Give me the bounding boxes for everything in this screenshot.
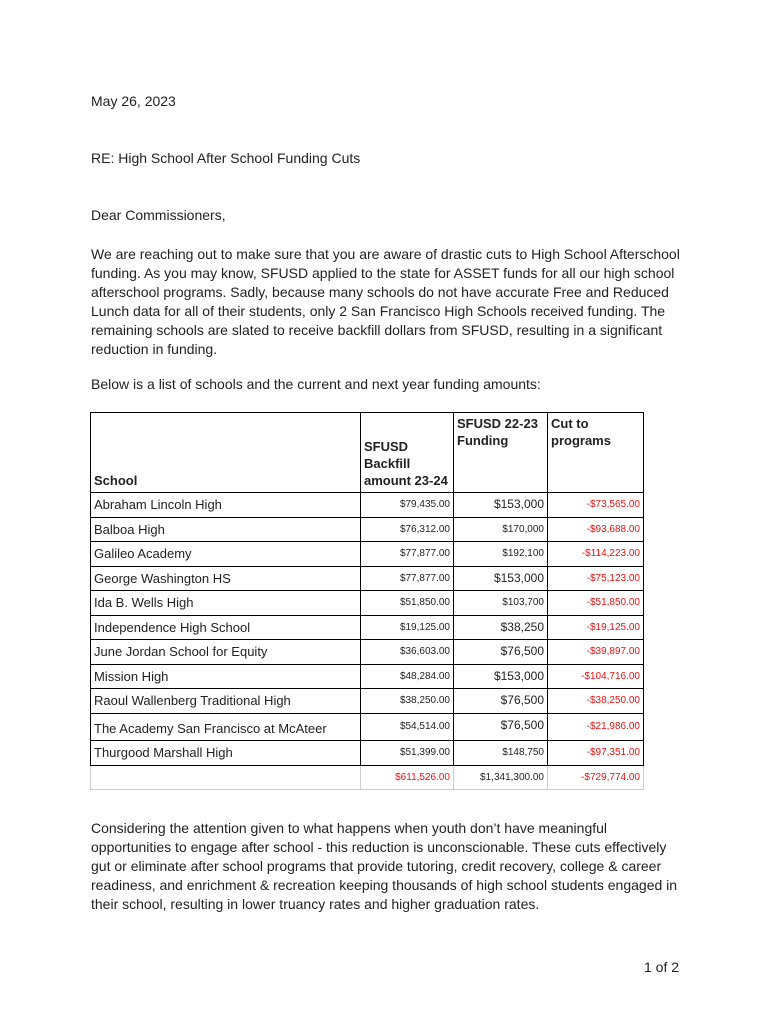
- backfill-amount: $54,514.00: [361, 713, 454, 741]
- funding-table: [90, 412, 644, 790]
- school-name: June Jordan School for Equity: [91, 640, 361, 665]
- closing-paragraph: Considering the attention given to what happens when youth don’t have meaningful opportunities to engage after school - this reduction is unconscionable. These cuts effectively gut or eliminate after school programs that provide tutoring, credit recovery, college & career readiness, and enrichment & recreation keeping thousands of high school students engaged in their school, resulting in lower truancy rates and higher graduation rates.: [91, 820, 678, 912]
- header-funding: SFUSD 22-23 Funding: [454, 413, 548, 493]
- funding-amount: $170,000: [454, 517, 548, 542]
- school-name: Independence High School: [91, 615, 361, 640]
- school-name: Thurgood Marshall High: [91, 741, 361, 766]
- funding-amount: $103,700: [454, 591, 548, 616]
- cut-amount: -$19,125.00: [548, 615, 644, 640]
- table-row: [91, 640, 644, 665]
- backfill-amount: $36,603.00: [361, 640, 454, 665]
- backfill-amount: $38,250.00: [361, 689, 454, 714]
- cut-amount: -$97,351.00: [548, 741, 644, 766]
- table-row: [91, 741, 644, 766]
- cut-amount: -$114,223.00: [548, 542, 644, 567]
- cut-amount: -$73,565.00: [548, 493, 644, 518]
- header-school: School: [91, 413, 361, 493]
- table-row: [91, 493, 644, 518]
- totals-row: [91, 765, 644, 790]
- funding-amount: $38,250: [454, 615, 548, 640]
- cut-amount: -$51,850.00: [548, 591, 644, 616]
- page-number: 1 of 2: [644, 959, 680, 975]
- school-name: Balboa High: [91, 517, 361, 542]
- backfill-amount: $76,312.00: [361, 517, 454, 542]
- backfill-amount: $51,850.00: [361, 591, 454, 616]
- school-name: Abraham Lincoln High: [91, 493, 361, 518]
- school-name: George Washington HS: [91, 566, 361, 591]
- letter-date: May 26, 2023: [91, 93, 176, 109]
- cut-amount: -$93,688.00: [548, 517, 644, 542]
- header-backfill: SFUSD Backfill amount 23-24: [361, 413, 454, 493]
- backfill-amount: $51,399.00: [361, 741, 454, 766]
- subject-line: RE: High School After School Funding Cuts: [91, 150, 361, 166]
- school-name: The Academy San Francisco at McAteer: [91, 713, 361, 741]
- total-funding: $1,341,300.00: [454, 765, 548, 790]
- backfill-amount: $77,877.00: [361, 542, 454, 567]
- intro-paragraph: We are reaching out to make sure that you are aware of drastic cuts to High School Afterschool funding. As you may know, SFUSD applied to the state for ASSET funds for all our high school afterschool programs. Sadly, because many schools do not have accurate Free and Reduced Lunch data for all of their students, only 2 San Francisco High Schools received funding. The remaining schools are slated to receive backfill dollars from SFUSD, resulting in a significant reduction in funding.: [91, 246, 680, 357]
- salutation: Dear Commissioners,: [91, 207, 226, 223]
- table-row: [91, 664, 644, 689]
- totals-label: [91, 765, 361, 790]
- cut-amount: -$104,716.00: [548, 664, 644, 689]
- total-backfill: $611,526.00: [361, 765, 454, 790]
- funding-amount: $76,500: [454, 640, 548, 665]
- school-name: Galileo Academy: [91, 542, 361, 567]
- funding-amount: $76,500: [454, 689, 548, 714]
- table-row: [91, 566, 644, 591]
- backfill-amount: $77,877.00: [361, 566, 454, 591]
- backfill-amount: $19,125.00: [361, 615, 454, 640]
- table-intro: Below is a list of schools and the current and next year funding amounts:: [91, 376, 541, 392]
- school-name: Ida B. Wells High: [91, 591, 361, 616]
- school-name: Raoul Wallenberg Traditional High: [91, 689, 361, 714]
- cut-amount: -$21,986.00: [548, 713, 644, 741]
- table-row: [91, 591, 644, 616]
- funding-amount: $153,000: [454, 664, 548, 689]
- table-row: [91, 542, 644, 567]
- table-row: [91, 713, 644, 741]
- table-row: [91, 615, 644, 640]
- table-header-row: [91, 413, 644, 493]
- cut-amount: -$75,123.00: [548, 566, 644, 591]
- backfill-amount: $48,284.00: [361, 664, 454, 689]
- header-cut: Cut to programs: [548, 413, 644, 493]
- total-cut: -$729,774.00: [548, 765, 644, 790]
- school-name: Mission High: [91, 664, 361, 689]
- funding-amount: $153,000: [454, 566, 548, 591]
- funding-amount: $153,000: [454, 493, 548, 518]
- cut-amount: -$39,897.00: [548, 640, 644, 665]
- table-row: [91, 517, 644, 542]
- funding-amount: $76,500: [454, 713, 548, 741]
- funding-amount: $192,100: [454, 542, 548, 567]
- cut-amount: -$38,250.00: [548, 689, 644, 714]
- table-row: [91, 689, 644, 714]
- backfill-amount: $79,435.00: [361, 493, 454, 518]
- funding-amount: $148,750: [454, 741, 548, 766]
